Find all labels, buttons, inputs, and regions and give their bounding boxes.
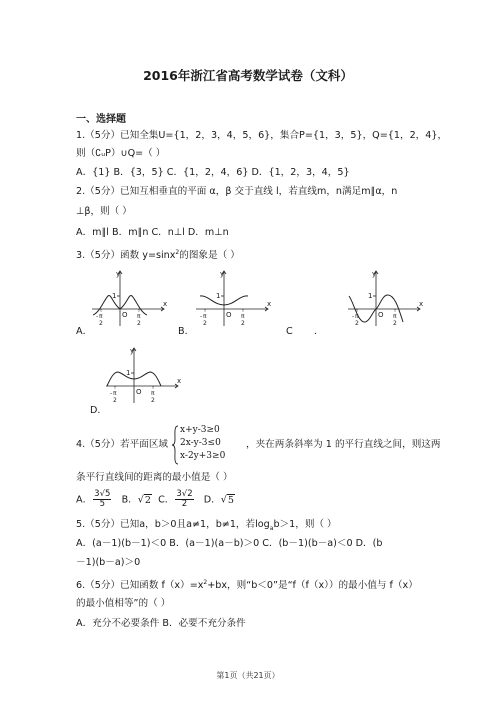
q4-opt-a-num: 3√5 xyxy=(94,489,111,499)
graph-b-ppi: π xyxy=(241,313,245,320)
graph-a-npi: π xyxy=(99,313,103,320)
graph-d xyxy=(104,343,184,405)
q4-opt-a-label: A． xyxy=(76,494,93,506)
q5-line3: －1)(b－a)＞0 xyxy=(76,557,141,568)
graph-b-y: y xyxy=(220,270,225,278)
graph-a-ppi: π xyxy=(137,313,141,320)
graph-b-origin: O xyxy=(226,311,232,319)
q1-line1: 1.（5分）已知全集U={1，2，3，4，5，6}，集合P={1，3，5}，Q={1，2，4}， xyxy=(76,130,448,141)
q1-line2: 则（∁ᵤP）∪Q=（ ） xyxy=(76,148,166,159)
q5-line1-sub: a xyxy=(269,524,274,532)
graph-d-n2: 2 xyxy=(113,397,117,404)
q3-label-c-dot: ． xyxy=(314,326,324,337)
q6-line1 xyxy=(76,576,418,592)
q3-stem xyxy=(76,246,240,262)
q5-line1-pre: 5.（5分）已知a，b＞0且a≠1，b≠1，若log xyxy=(76,519,270,530)
graph-a-x: x xyxy=(163,300,168,308)
q2-line1: 2.（5分）已知互相垂直的平面 α，β 交于直线 l，若直线m，n满足m∥α，n xyxy=(76,186,398,197)
q6-line1-post: +bx，则“b＜0”是“f（f（x））的最小值与 f（x） xyxy=(207,580,418,592)
graph-d-p2: 2 xyxy=(151,397,155,404)
section-heading: 一、选择题 xyxy=(76,114,126,125)
q2-line2: ⊥β，则（ ） xyxy=(76,206,132,217)
graph-a-y: y xyxy=(116,270,121,278)
graph-d-one: 1 xyxy=(126,369,131,377)
graph-c-x: x xyxy=(419,300,424,308)
q5-line2: A．(a－1)(b－1)＜0 B．(a－1)(a－b)＞0 C．(b－1)(b－a)＜0 D．(b xyxy=(76,538,383,549)
q2-options: A．m∥l B．m∥n C．n⊥l D．m⊥n xyxy=(76,227,229,238)
graph-d-ppi: π xyxy=(151,390,155,397)
q3-label-c: C xyxy=(286,326,293,337)
graph-d-y: y xyxy=(130,347,135,355)
q3-stem-sup: 2 xyxy=(175,249,180,256)
page-footer: 第1页（共21页） xyxy=(216,671,280,680)
graph-c-y: y xyxy=(372,270,377,278)
graph-c-npi: π xyxy=(355,313,359,320)
q4-system xyxy=(180,424,225,463)
q4-opt-b-sqrt xyxy=(138,494,152,506)
q4-brace xyxy=(171,425,179,465)
graph-a-neg: - xyxy=(96,313,99,320)
graph-d-npi: π xyxy=(113,390,117,397)
q1-options: A．{1} B．{3，5} C．{1，2，4，6} D．{1，2，3，4，5} xyxy=(76,167,350,178)
q5-line1-post: b＞1，则（ ） xyxy=(273,519,337,530)
q6-options: A．充分不必要条件 B．必要不充分条件 xyxy=(76,618,246,629)
graph-d-svg xyxy=(104,343,184,405)
q4-opt-a-den: 5 xyxy=(99,499,105,509)
q4-options xyxy=(76,490,235,509)
q4-opt-b-sym: √ xyxy=(137,494,144,506)
graph-c-one: 1 xyxy=(368,292,373,300)
graph-b-one: 1 xyxy=(216,292,221,300)
q4-opt-d-label: D． xyxy=(203,494,221,506)
graph-b-n2: 2 xyxy=(203,320,207,327)
graph-c-svg xyxy=(346,266,426,328)
q4-eq1: x+y-3≥0 xyxy=(180,425,220,435)
graph-b-x: x xyxy=(267,300,272,308)
graph-b-p2: 2 xyxy=(241,320,245,327)
graph-c-neg: - xyxy=(352,313,355,320)
q4-opt-d-rad: 5 xyxy=(227,494,234,506)
graph-c-origin: O xyxy=(378,311,384,319)
q6-line1-pre: 6.（5分）已知函数 f（x）=x xyxy=(76,580,204,592)
q5-line1 xyxy=(76,518,337,535)
graph-b-neg: - xyxy=(200,313,203,320)
q4-eq2: 2x-y-3≤0 xyxy=(180,438,221,448)
q3-stem-post: 的图象是（ ） xyxy=(179,250,240,262)
graph-a-one: 1 xyxy=(112,292,117,300)
graph-a-n2: 2 xyxy=(99,320,103,327)
graph-d-neg: - xyxy=(110,390,113,397)
graph-a-svg xyxy=(90,266,170,328)
graph-a xyxy=(90,266,170,328)
q4-opt-b-label: B． xyxy=(121,494,138,506)
page-title: 2016年浙江省高考数学试卷（文科） xyxy=(143,68,353,83)
q4-opt-c-label: C． xyxy=(158,494,175,506)
graph-c xyxy=(346,266,426,328)
graph-d-origin: O xyxy=(136,388,142,396)
q4-stem-pre: 4.（5分）若平面区域 xyxy=(76,439,169,450)
q4-opt-c-num: 3√2 xyxy=(176,489,193,499)
q3-label-a: A． xyxy=(76,326,93,337)
q4-eq3: x-2y+3≥0 xyxy=(180,451,226,461)
graph-c-p2: 2 xyxy=(393,320,397,327)
q4-opt-c-frac xyxy=(175,490,193,509)
q4-opt-c-den: 2 xyxy=(181,499,188,509)
graph-b xyxy=(194,266,274,328)
graph-c-n2: 2 xyxy=(355,320,359,327)
graph-d-x: x xyxy=(177,377,182,385)
q4-opt-d-sqrt xyxy=(221,494,235,506)
graph-a-origin: O xyxy=(122,311,128,319)
graph-a-p2: 2 xyxy=(137,320,141,327)
q4-opt-b-rad: 2 xyxy=(144,494,151,506)
graph-c-ppi: π xyxy=(393,313,397,320)
q4-opt-d-sym: √ xyxy=(220,494,227,506)
q6-line2: 的最小值相等”的（ ） xyxy=(76,598,171,609)
q6-line1-sup: 2 xyxy=(203,579,208,586)
graph-b-npi: π xyxy=(203,313,207,320)
q3-label-b: B． xyxy=(178,326,195,337)
q4-stem-post: ，夹在两条斜率为 1 的平行直线之间，则这两 xyxy=(246,439,441,450)
q3-stem-pre: 3.（5分）函数 y=sinx xyxy=(76,250,176,262)
graph-b-svg xyxy=(194,266,274,328)
q3-label-d: D． xyxy=(90,405,107,416)
q4-opt-a-frac xyxy=(93,490,111,509)
q4-line2: 条平行直线间的距离的最小值是（ ） xyxy=(76,472,233,483)
